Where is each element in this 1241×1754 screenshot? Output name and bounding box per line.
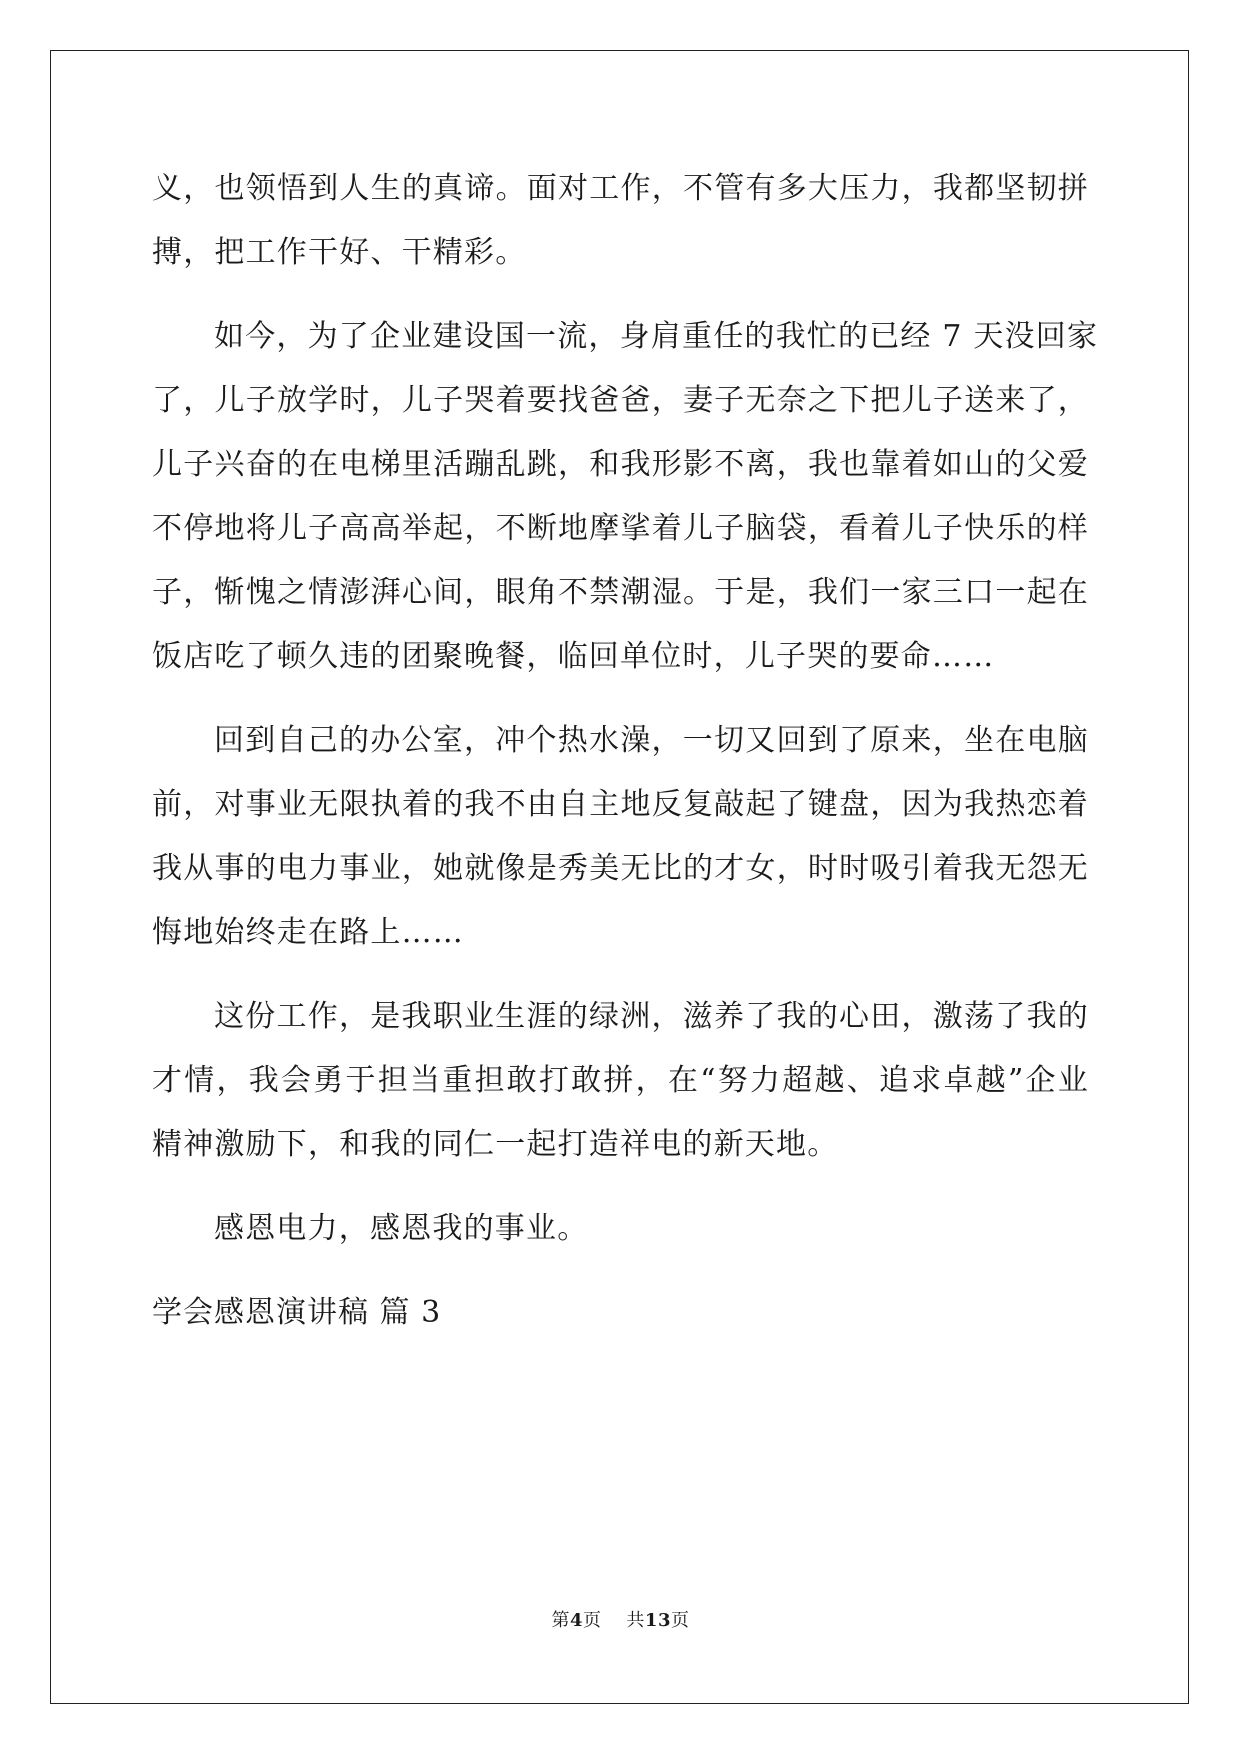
text-line: 这份工作，是我职业生涯的绿洲，滋养了我的心田，激荡了我的	[214, 999, 1089, 1034]
page-suffix: 页	[583, 1610, 602, 1631]
text-line: 饭店吃了顿久违的团聚晚餐，临回单位时，儿子哭的要命……	[152, 639, 995, 674]
text-line: 才情，我会勇于担当重担敢打敢拼，在“努力超越、追求卓越”企业	[152, 1063, 1089, 1098]
total-pages: 13	[644, 1610, 671, 1631]
text-line: 前，对事业无限执着的我不由自主地反复敲起了键盘，因为我热恋着	[152, 787, 1089, 822]
text-line: 感恩电力，感恩我的事业。	[214, 1211, 589, 1246]
text-line: 搏，把工作干好、干精彩。	[152, 235, 527, 270]
page-number: 4	[570, 1610, 584, 1631]
text-line: 我从事的电力事业，她就像是秀美无比的才女，时时吸引着我无怨无	[152, 851, 1089, 886]
total-prefix: 共	[626, 1610, 645, 1631]
text-line: 子，惭愧之情澎湃心间，眼角不禁潮湿。于是，我们一家三口一起在	[152, 575, 1089, 610]
page-prefix: 第	[551, 1610, 570, 1631]
paragraph	[152, 709, 1089, 965]
text-line: 义，也领悟到人生的真谛。面对工作，不管有多大压力，我都坚韧拼	[152, 171, 1089, 206]
page-footer	[0, 1606, 1241, 1632]
paragraph	[152, 305, 1099, 689]
text-line: 不停地将儿子高高举起，不断地摩挲着儿子脑袋，看着儿子快乐的样	[152, 511, 1089, 546]
paragraph	[152, 157, 1089, 285]
text-line: 儿子兴奋的在电梯里活蹦乱跳，和我形影不离，我也靠着如山的父爱	[152, 447, 1089, 482]
text-line: 了，儿子放学时，儿子哭着要找爸爸，妻子无奈之下把儿子送来了，	[152, 383, 1089, 418]
text-line: 悔地始终走在路上……	[152, 915, 464, 950]
paragraph	[152, 985, 1089, 1177]
total-suffix: 页	[670, 1610, 690, 1631]
text-line: 回到自己的办公室，冲个热水澡，一切又回到了原来，坐在电脑	[214, 723, 1089, 758]
section-heading: 学会感恩演讲稿 篇 3	[152, 1295, 442, 1330]
text-line: 精神激励下，和我的同仁一起打造祥电的新天地。	[152, 1127, 839, 1162]
document-body	[152, 157, 1099, 1345]
text-line: 如今，为了企业建设国一流，身肩重任的我忙的已经 7 天没回家	[214, 319, 1099, 354]
paragraph	[152, 1197, 1089, 1261]
